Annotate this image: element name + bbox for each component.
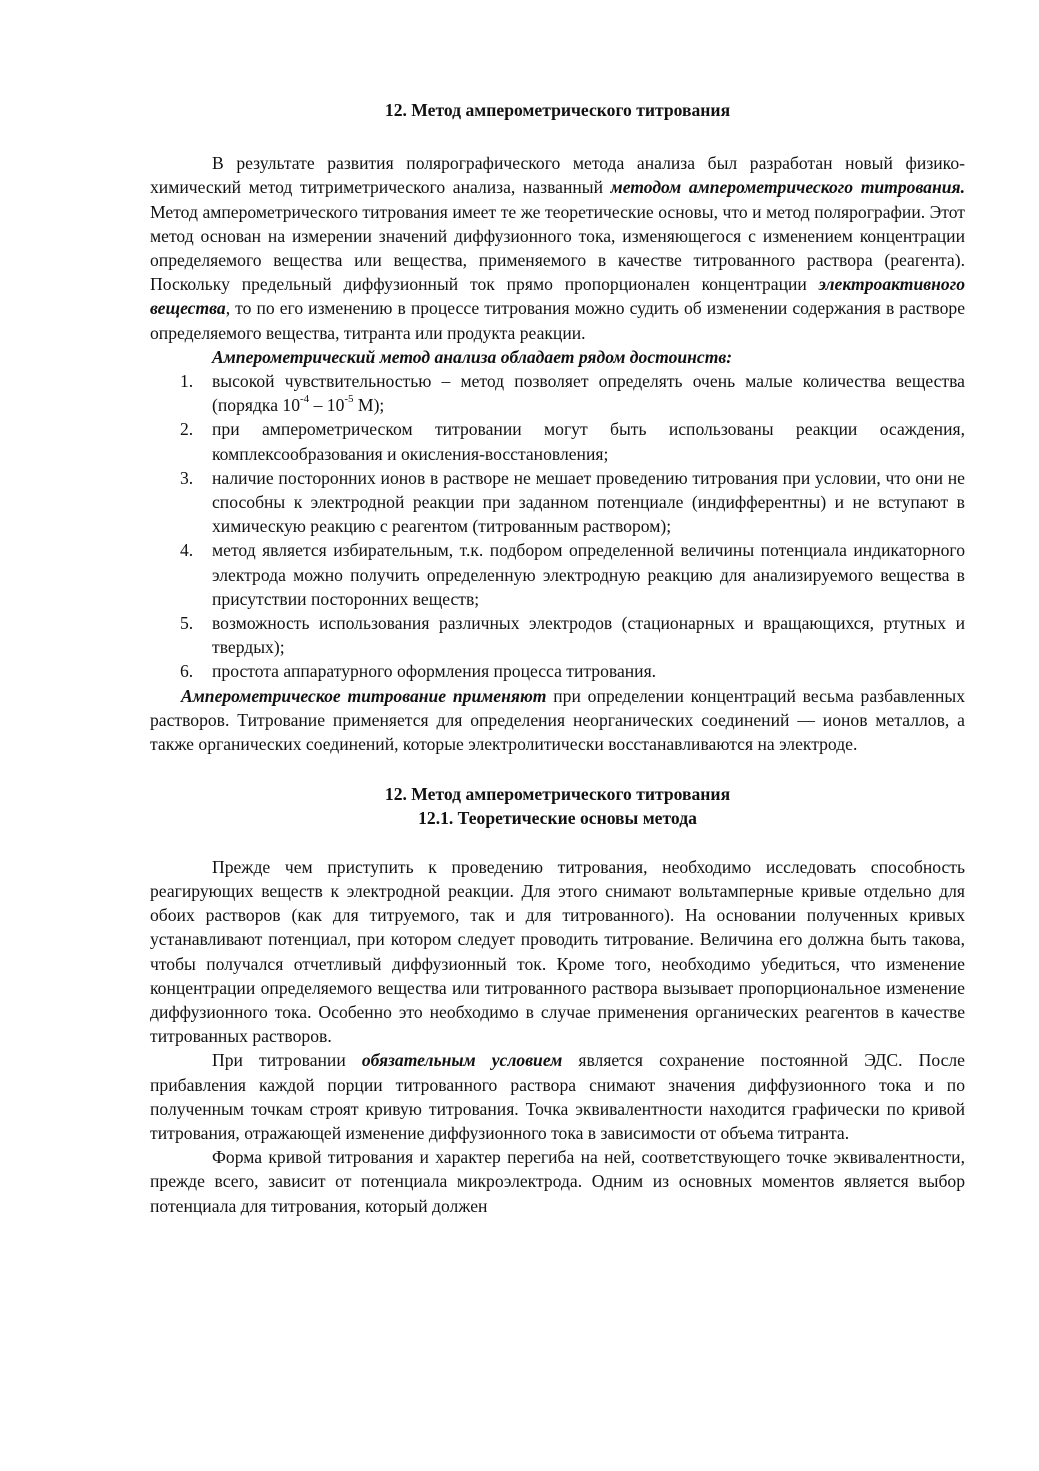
theory-paragraph-1: Прежде чем приступить к проведению титрования, необходимо исследовать способность реагирующих веществ к электродной реакции. Для этого снимают вольтамперные кривые отдельно для обоих растворов (как для титруемого, так и для титрованного). На основании полученных кривых устанавливают потенциал, при котором следует проводить титрование. Величина его должна быть такова, чтобы получался отчетливый диффузионный ток. Кроме того, необходимо убедиться, что изменение концентрации определяемого вещества или титрованного раствора вызывает пропорциональное изменение диффузионного тока. Особенно это необходимо в случае применения органических реагентов в качестве титрованных растворов. xyxy=(150,856,965,1047)
section-title-2: 12. Метод амперометрического титрования xyxy=(384,784,731,805)
list-item: 2. при амперометрическом титровании могут быть использованы реакции осаждения, комплексообразования и окисления-восстановления; xyxy=(180,419,965,464)
term-mandatory-condition: обязательным условием xyxy=(361,1050,563,1071)
application-paragraph: Амперометрическое титрование применяют при определении концентраций весьма разбавленных растворов. Титрование применяется для определения неорганических соединений — ионов металлов, а также органических соединений, которые электролитически восстанавливаются на электроде. xyxy=(150,685,965,755)
list-item: 6. простота аппаратурного оформления процесса титрования. xyxy=(180,661,657,682)
intro-paragraph xyxy=(150,151,965,345)
subsection-title: 12.1. Теоретические основы метода xyxy=(418,808,697,829)
theory-paragraph-3: Форма кривой титрования и характер перегиба на ней, соответствующего точке эквивалентности, прежде всего, зависит от потенциала микроэлектрода. Одним из основных моментов является выбор потенциала для титрования, который должен xyxy=(150,1147,965,1216)
list-item: 4. метод является избирательным, т.к. подбором определенной величины потенциала индикаторного электрода можно получить определенную электродную реакцию для анализируемого вещества в присутствии посторонних веществ; xyxy=(180,540,965,609)
advantages-list xyxy=(150,369,965,684)
advantages-heading: Амперометрический метод анализа обладает рядом достоинств: xyxy=(212,346,733,367)
section-title: 12. Метод амперометрического титрования xyxy=(384,100,731,120)
intro-text-2: Метод амперометрического титрования имеет те же теоретические основы, что и метод полярографии. Этот метод основан на измерении значений диффузионного тока, изменяющегося с изменением концентрации определяемого вещества или вещества, применяемого в качестве титрованного раствора (реагента). Поскольку предельный диффузионный ток прямо пропорционален концентрации xyxy=(150,201,965,295)
list-item: 5. возможность использования различных электродов (стационарных и вращающихся, ртутных и твердых); xyxy=(180,613,965,658)
list-item: 1. высокой чувствительностью – метод позволяет определять очень малые количества вещества (порядка $10^{-4} - 10^{-5}$ М); xyxy=(180,371,965,416)
document-page xyxy=(150,98,965,1218)
term-electroactive-substance: электроактивного вещества xyxy=(150,274,965,319)
list-item: 3. наличие посторонних ионов в растворе не мешает проведению титрования при условии, что они не способны к электродной реакции при заданном потенциале (индифферентны) и не вступают в химическую реакцию с реагентом (титрованным раствором); xyxy=(180,467,965,537)
theory-paragraph-2: При титровании обязательным условием является сохранение постоянной ЭДС. После прибавления каждой порции титрованного раствора снимают значения диффузионного тока и по полученным точкам строят кривую титрования. Точка эквивалентности находится графически по кривой титрования, отражающей изменение диффузионного тока в зависимости от объема титранта. xyxy=(150,1050,965,1143)
term-amperometric-titration: методом амперометрического титрования. xyxy=(610,177,965,198)
intro-text-1: В результате развития полярографического метода анализа был разработан новый физико-химический метод титриметрического анализа, названный xyxy=(150,153,965,198)
intro-text-3: , то по его изменению в процессе титрования можно судить об изменении содержания в растворе определяемого вещества, титранта или продукта реакции. xyxy=(150,298,965,343)
term-application: Амперометрическое титрование применяют xyxy=(181,685,547,706)
